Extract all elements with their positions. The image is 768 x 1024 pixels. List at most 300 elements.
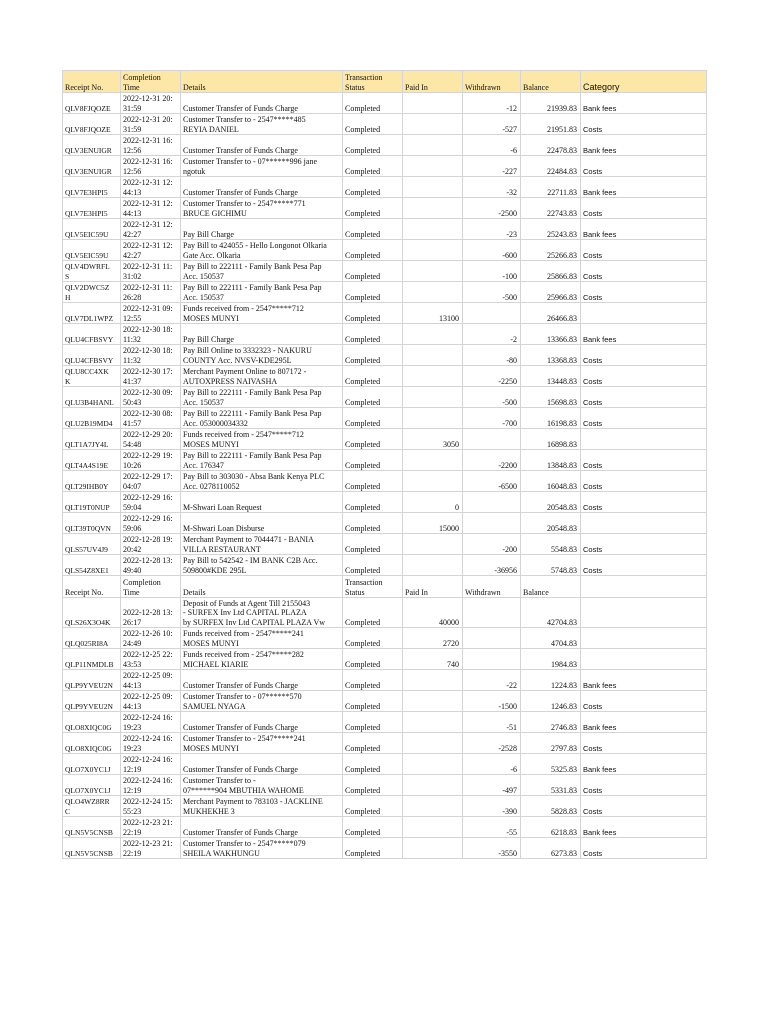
- cell-withdrawn: -2: [463, 324, 521, 345]
- cell-withdrawn: [463, 598, 521, 628]
- cell-status: Completed: [343, 817, 403, 838]
- transactions-table: [62, 70, 707, 859]
- cell-receipt: QLU2B19MD4: [63, 408, 121, 429]
- table-row: [63, 450, 707, 471]
- cell-category: Costs: [581, 471, 707, 492]
- cell-paid-in: [403, 177, 463, 198]
- cell-receipt: QLP9YVEU2N: [63, 670, 121, 691]
- table-row: [63, 240, 707, 261]
- cell-category: [581, 628, 707, 649]
- header-category: Category: [581, 71, 707, 93]
- cell-status: Completed: [343, 408, 403, 429]
- cell-balance: 5331.83: [521, 775, 581, 796]
- table-row: [63, 775, 707, 796]
- cell-details: Customer Transfer to - 2547*****771 BRUCE GICHIMU: [181, 198, 343, 219]
- cell-withdrawn: -55: [463, 817, 521, 838]
- cell-paid-in: [403, 733, 463, 754]
- cell-balance: 25243.83: [521, 219, 581, 240]
- cell-withdrawn: -200: [463, 534, 521, 555]
- table-row: [63, 534, 707, 555]
- cell-receipt: QLP9YVEU2N: [63, 691, 121, 712]
- cell-paid-in: [403, 408, 463, 429]
- cell-withdrawn: -527: [463, 114, 521, 135]
- cell-details: Customer Transfer of Funds Charge: [181, 670, 343, 691]
- table-row: [63, 261, 707, 282]
- cell-paid-in: 40000: [403, 598, 463, 628]
- cell-time: 2022-12-26 10: 24:49: [121, 628, 181, 649]
- cell-balance: 21939.83: [521, 93, 581, 114]
- table-row: [63, 93, 707, 114]
- transactions-sheet: [62, 70, 706, 859]
- table-row: [63, 733, 707, 754]
- cell-time: 2022-12-28 13: 26:17: [121, 598, 181, 628]
- cell-details: Pay Bill to 542542 - IM BANK C2B Acc. 509800#KDE 295L: [181, 555, 343, 576]
- cell-paid-in: [403, 712, 463, 733]
- cell-status: Completed: [343, 345, 403, 366]
- cell-balance: 1246.83: [521, 691, 581, 712]
- table-row: [63, 817, 707, 838]
- cell-time: 2022-12-28 13: 49:40: [121, 555, 181, 576]
- header-category: [581, 576, 707, 598]
- cell-status: Completed: [343, 649, 403, 670]
- cell-receipt: QLS54Z8XE1: [63, 555, 121, 576]
- cell-status: Completed: [343, 219, 403, 240]
- cell-receipt: QLS26X3O4K: [63, 598, 121, 628]
- cell-time: 2022-12-25 22: 43:53: [121, 649, 181, 670]
- cell-category: Costs: [581, 691, 707, 712]
- cell-balance: 5548.83: [521, 534, 581, 555]
- table-body-a: [63, 71, 707, 576]
- cell-balance: 15698.83: [521, 387, 581, 408]
- header-withdrawn: Withdrawn: [463, 576, 521, 598]
- cell-category: Bank fees: [581, 135, 707, 156]
- cell-details: Deposit of Funds at Agent Till 2155043 - SURFEX Inv Ltd CAPITAL PLAZA by SURFEX Inv Ltd CAPITAL PLAZA Vw: [181, 598, 343, 628]
- cell-status: Completed: [343, 261, 403, 282]
- cell-status: Completed: [343, 198, 403, 219]
- cell-balance: 26466.83: [521, 303, 581, 324]
- cell-withdrawn: -1500: [463, 691, 521, 712]
- cell-time: 2022-12-24 16: 19:23: [121, 733, 181, 754]
- cell-details: Customer Transfer of Funds Charge: [181, 754, 343, 775]
- cell-status: Completed: [343, 775, 403, 796]
- table-row: [63, 513, 707, 534]
- cell-withdrawn: -100: [463, 261, 521, 282]
- cell-withdrawn: -32: [463, 177, 521, 198]
- cell-receipt: QLV3ENUIGR: [63, 156, 121, 177]
- cell-withdrawn: [463, 303, 521, 324]
- cell-balance: 25966.83: [521, 282, 581, 303]
- cell-time: 2022-12-25 09: 44:13: [121, 670, 181, 691]
- cell-withdrawn: -6: [463, 135, 521, 156]
- cell-paid-in: [403, 471, 463, 492]
- table-row: [63, 838, 707, 859]
- cell-receipt: QLT29IHB0Y: [63, 471, 121, 492]
- cell-receipt: QLV5EIC59U: [63, 240, 121, 261]
- cell-withdrawn: [463, 429, 521, 450]
- cell-receipt: QLU8CC4XK K: [63, 366, 121, 387]
- cell-status: Completed: [343, 796, 403, 817]
- cell-paid-in: [403, 691, 463, 712]
- table-row: [63, 324, 707, 345]
- cell-balance: 2746.83: [521, 712, 581, 733]
- cell-status: Completed: [343, 838, 403, 859]
- table-row: [63, 219, 707, 240]
- table-row: [63, 429, 707, 450]
- cell-time: 2022-12-28 19: 20:42: [121, 534, 181, 555]
- cell-paid-in: [403, 219, 463, 240]
- cell-status: Completed: [343, 492, 403, 513]
- cell-details: Pay Bill Online to 3332323 - NAKURU COUNTY Acc. NVSV-KDE295L: [181, 345, 343, 366]
- cell-receipt: QLV7DL1WPZ: [63, 303, 121, 324]
- cell-balance: 25266.83: [521, 240, 581, 261]
- cell-category: Bank fees: [581, 219, 707, 240]
- cell-withdrawn: -2528: [463, 733, 521, 754]
- header-time: Completion Time: [121, 576, 181, 598]
- cell-status: Completed: [343, 366, 403, 387]
- cell-withdrawn: [463, 492, 521, 513]
- cell-paid-in: [403, 345, 463, 366]
- cell-paid-in: 0: [403, 492, 463, 513]
- cell-receipt: QLO8XIQC0G: [63, 712, 121, 733]
- header-paid-in: Paid In: [403, 576, 463, 598]
- cell-balance: 20548.83: [521, 513, 581, 534]
- cell-time: 2022-12-31 11: 26:28: [121, 282, 181, 303]
- cell-time: 2022-12-24 16: 12:19: [121, 775, 181, 796]
- table-row: [63, 366, 707, 387]
- cell-status: Completed: [343, 555, 403, 576]
- cell-withdrawn: -51: [463, 712, 521, 733]
- cell-balance: 1224.83: [521, 670, 581, 691]
- cell-balance: 5828.83: [521, 796, 581, 817]
- cell-category: Costs: [581, 114, 707, 135]
- cell-category: [581, 598, 707, 628]
- cell-paid-in: [403, 135, 463, 156]
- cell-time: 2022-12-31 12: 42:27: [121, 240, 181, 261]
- cell-category: Costs: [581, 534, 707, 555]
- cell-paid-in: [403, 796, 463, 817]
- cell-details: Pay Bill to 222111 - Family Bank Pesa Pap Acc. 053000034332: [181, 408, 343, 429]
- cell-paid-in: [403, 838, 463, 859]
- header-paid-in: Paid In: [403, 71, 463, 93]
- cell-category: Bank fees: [581, 177, 707, 198]
- cell-time: 2022-12-25 09: 44:13: [121, 691, 181, 712]
- cell-receipt: QLV7E3HPI5: [63, 198, 121, 219]
- cell-time: 2022-12-31 20: 31:59: [121, 114, 181, 135]
- cell-category: Costs: [581, 387, 707, 408]
- cell-balance: 25866.83: [521, 261, 581, 282]
- cell-category: [581, 649, 707, 670]
- cell-details: Customer Transfer to - 2547*****079 SHEILA WAKHUNGU: [181, 838, 343, 859]
- cell-time: 2022-12-30 09: 50:43: [121, 387, 181, 408]
- header-receipt: Receipt No.: [63, 576, 121, 598]
- cell-balance: 13448.83: [521, 366, 581, 387]
- cell-status: Completed: [343, 177, 403, 198]
- cell-paid-in: [403, 261, 463, 282]
- table-row: [63, 408, 707, 429]
- cell-category: [581, 513, 707, 534]
- cell-category: Bank fees: [581, 93, 707, 114]
- cell-withdrawn: -2250: [463, 366, 521, 387]
- cell-paid-in: [403, 198, 463, 219]
- cell-details: Customer Transfer of Funds Charge: [181, 817, 343, 838]
- cell-details: Pay Bill to 424055 - Hello Longonot Olkaria Gate Acc. Olkaria: [181, 240, 343, 261]
- cell-time: 2022-12-31 16: 12:56: [121, 156, 181, 177]
- cell-time: 2022-12-30 18: 11:32: [121, 324, 181, 345]
- cell-balance: 22743.83: [521, 198, 581, 219]
- cell-receipt: QLV5EIC59U: [63, 219, 121, 240]
- cell-balance: 13368.83: [521, 345, 581, 366]
- cell-withdrawn: -227: [463, 156, 521, 177]
- cell-receipt: QLO7X0YC1J: [63, 754, 121, 775]
- cell-balance: 42704.83: [521, 598, 581, 628]
- table-row: [63, 754, 707, 775]
- cell-paid-in: [403, 670, 463, 691]
- cell-withdrawn: -600: [463, 240, 521, 261]
- cell-paid-in: [403, 555, 463, 576]
- cell-status: Completed: [343, 429, 403, 450]
- cell-details: Customer Transfer to - 07******904 MBUTHIA WAHOME: [181, 775, 343, 796]
- cell-receipt: QLV7E3HPI5: [63, 177, 121, 198]
- cell-receipt: QLU4CFBSVY: [63, 324, 121, 345]
- cell-receipt: QLT19T0NUP: [63, 492, 121, 513]
- cell-receipt: QLO4WZ8RR C: [63, 796, 121, 817]
- cell-status: Completed: [343, 628, 403, 649]
- cell-status: Completed: [343, 670, 403, 691]
- cell-category: Costs: [581, 156, 707, 177]
- header-receipt: Receipt No.: [63, 71, 121, 93]
- cell-time: 2022-12-29 16: 59:06: [121, 513, 181, 534]
- cell-receipt: QLU3B4HANL: [63, 387, 121, 408]
- table-row: [63, 135, 707, 156]
- cell-category: Bank fees: [581, 817, 707, 838]
- cell-category: Costs: [581, 198, 707, 219]
- cell-receipt: QLT1A7JY4L: [63, 429, 121, 450]
- cell-status: Completed: [343, 471, 403, 492]
- cell-details: Merchant Payment Online to 807172 - AUTOXPRESS NAIVASHA: [181, 366, 343, 387]
- header-details: Details: [181, 576, 343, 598]
- cell-receipt: QLN5V5CNSB: [63, 817, 121, 838]
- cell-paid-in: [403, 387, 463, 408]
- cell-paid-in: 2720: [403, 628, 463, 649]
- cell-withdrawn: -12: [463, 93, 521, 114]
- cell-time: 2022-12-29 19: 10:26: [121, 450, 181, 471]
- cell-time: 2022-12-24 15: 55:23: [121, 796, 181, 817]
- cell-balance: 16198.83: [521, 408, 581, 429]
- cell-time: 2022-12-30 17: 41:37: [121, 366, 181, 387]
- cell-category: Bank fees: [581, 754, 707, 775]
- table-row: [63, 691, 707, 712]
- cell-details: Pay Bill to 222111 - Family Bank Pesa Pap Acc. 176347: [181, 450, 343, 471]
- cell-category: Costs: [581, 345, 707, 366]
- cell-receipt: QLN5V5CNSB: [63, 838, 121, 859]
- cell-balance: 13366.83: [521, 324, 581, 345]
- cell-balance: 2797.83: [521, 733, 581, 754]
- table-row: [63, 796, 707, 817]
- cell-details: Customer Transfer to - 2547*****485 REYIA DANIEL: [181, 114, 343, 135]
- cell-receipt: QLQ025RI8A: [63, 628, 121, 649]
- header-balance: Balance: [521, 576, 581, 598]
- cell-balance: 16898.83: [521, 429, 581, 450]
- cell-category: Costs: [581, 261, 707, 282]
- cell-category: Costs: [581, 838, 707, 859]
- cell-paid-in: 740: [403, 649, 463, 670]
- cell-details: Customer Transfer to - 07******996 jane ngotuk: [181, 156, 343, 177]
- cell-category: [581, 429, 707, 450]
- table-row: [63, 156, 707, 177]
- table-row: [63, 282, 707, 303]
- cell-details: Customer Transfer of Funds Charge: [181, 135, 343, 156]
- cell-withdrawn: [463, 513, 521, 534]
- table-row: [63, 471, 707, 492]
- table-row: [63, 492, 707, 513]
- cell-status: Completed: [343, 598, 403, 628]
- cell-status: Completed: [343, 240, 403, 261]
- cell-withdrawn: -500: [463, 282, 521, 303]
- table-row: [63, 303, 707, 324]
- cell-category: Costs: [581, 796, 707, 817]
- cell-withdrawn: [463, 628, 521, 649]
- cell-time: 2022-12-31 12: 42:27: [121, 219, 181, 240]
- cell-status: Completed: [343, 754, 403, 775]
- cell-balance: 16048.83: [521, 471, 581, 492]
- table-row: [63, 387, 707, 408]
- cell-category: Costs: [581, 282, 707, 303]
- header-time: Completion Time: [121, 71, 181, 93]
- cell-paid-in: [403, 366, 463, 387]
- cell-receipt: QLT39T0QVN: [63, 513, 121, 534]
- cell-balance: 22711.83: [521, 177, 581, 198]
- cell-category: Costs: [581, 366, 707, 387]
- repeat-header-row: [63, 576, 707, 598]
- cell-details: Funds received from - 2547*****712 MOSES MUNYI: [181, 429, 343, 450]
- cell-balance: 1984.83: [521, 649, 581, 670]
- cell-time: 2022-12-31 12: 44:13: [121, 177, 181, 198]
- cell-details: Customer Transfer of Funds Charge: [181, 177, 343, 198]
- cell-details: Funds received from - 2547*****712 MOSES MUNYI: [181, 303, 343, 324]
- header-status: Transaction Status: [343, 71, 403, 93]
- cell-paid-in: [403, 282, 463, 303]
- cell-status: Completed: [343, 93, 403, 114]
- cell-category: Costs: [581, 450, 707, 471]
- cell-details: Pay Bill Charge: [181, 324, 343, 345]
- cell-time: 2022-12-31 16: 12:56: [121, 135, 181, 156]
- cell-receipt: QLP11NMDLB: [63, 649, 121, 670]
- cell-category: [581, 303, 707, 324]
- cell-time: 2022-12-30 08: 41:57: [121, 408, 181, 429]
- cell-status: Completed: [343, 733, 403, 754]
- header-details: Details: [181, 71, 343, 93]
- table-row: [63, 628, 707, 649]
- cell-details: Funds received from - 2547*****241 MOSES MUNYI: [181, 628, 343, 649]
- cell-details: Pay Bill to 303030 - Absa Bank Kenya PLC Acc. 0278110052: [181, 471, 343, 492]
- cell-balance: 21951.83: [521, 114, 581, 135]
- cell-withdrawn: -2200: [463, 450, 521, 471]
- table-row: [63, 345, 707, 366]
- cell-status: Completed: [343, 135, 403, 156]
- cell-time: 2022-12-23 21: 22:19: [121, 838, 181, 859]
- table-row: [63, 598, 707, 628]
- table-body-b: [63, 576, 707, 859]
- cell-category: Costs: [581, 555, 707, 576]
- cell-balance: 4704.83: [521, 628, 581, 649]
- cell-status: Completed: [343, 282, 403, 303]
- cell-time: 2022-12-24 16: 12:19: [121, 754, 181, 775]
- cell-details: Merchant Payment to 7044471 - BANIA VILLA RESTAURANT: [181, 534, 343, 555]
- cell-receipt: QLV8FJQOZE: [63, 93, 121, 114]
- table-row: [63, 712, 707, 733]
- cell-details: Customer Transfer of Funds Charge: [181, 93, 343, 114]
- cell-time: 2022-12-29 20: 54:48: [121, 429, 181, 450]
- cell-category: Bank fees: [581, 712, 707, 733]
- cell-details: Pay Bill Charge: [181, 219, 343, 240]
- cell-receipt: QLV4DWRFL S: [63, 261, 121, 282]
- cell-time: 2022-12-29 17: 04:07: [121, 471, 181, 492]
- cell-details: Customer Transfer of Funds Charge: [181, 712, 343, 733]
- cell-time: 2022-12-31 12: 44:13: [121, 198, 181, 219]
- table-row: [63, 649, 707, 670]
- table-row: [63, 670, 707, 691]
- cell-status: Completed: [343, 712, 403, 733]
- cell-details: Funds received from - 2547*****282 MICHAEL KIARIE: [181, 649, 343, 670]
- header-status: Transaction Status: [343, 576, 403, 598]
- cell-paid-in: [403, 450, 463, 471]
- cell-time: 2022-12-31 11: 31:02: [121, 261, 181, 282]
- cell-status: Completed: [343, 534, 403, 555]
- cell-paid-in: [403, 93, 463, 114]
- cell-receipt: QLV8FJQOZE: [63, 114, 121, 135]
- cell-paid-in: [403, 114, 463, 135]
- cell-withdrawn: -500: [463, 387, 521, 408]
- cell-balance: 5748.83: [521, 555, 581, 576]
- cell-withdrawn: [463, 649, 521, 670]
- cell-status: Completed: [343, 114, 403, 135]
- table-row: [63, 114, 707, 135]
- cell-time: 2022-12-30 18: 11:32: [121, 345, 181, 366]
- cell-withdrawn: -3550: [463, 838, 521, 859]
- cell-withdrawn: -2500: [463, 198, 521, 219]
- cell-paid-in: [403, 240, 463, 261]
- header-withdrawn: Withdrawn: [463, 71, 521, 93]
- cell-balance: 5325.83: [521, 754, 581, 775]
- cell-balance: 22484.83: [521, 156, 581, 177]
- cell-time: 2022-12-23 21: 22:19: [121, 817, 181, 838]
- cell-category: Costs: [581, 408, 707, 429]
- cell-balance: 13848.83: [521, 450, 581, 471]
- cell-receipt: QLV3ENUIGR: [63, 135, 121, 156]
- cell-details: Merchant Payment to 783103 - JACKLINE MUKHEKHE 3: [181, 796, 343, 817]
- cell-status: Completed: [343, 387, 403, 408]
- cell-time: 2022-12-24 16: 19:23: [121, 712, 181, 733]
- cell-withdrawn: -700: [463, 408, 521, 429]
- cell-paid-in: 15000: [403, 513, 463, 534]
- cell-category: Bank fees: [581, 324, 707, 345]
- cell-receipt: QLO8XIQC0G: [63, 733, 121, 754]
- table-row: [63, 555, 707, 576]
- cell-paid-in: [403, 817, 463, 838]
- cell-status: Completed: [343, 513, 403, 534]
- cell-withdrawn: -36956: [463, 555, 521, 576]
- cell-receipt: QLO7X0YC1J: [63, 775, 121, 796]
- cell-receipt: QLS57UV4J9: [63, 534, 121, 555]
- cell-paid-in: 13100: [403, 303, 463, 324]
- cell-paid-in: 3050: [403, 429, 463, 450]
- cell-category: Costs: [581, 240, 707, 261]
- cell-category: Costs: [581, 492, 707, 513]
- cell-balance: 6218.83: [521, 817, 581, 838]
- cell-time: 2022-12-29 16: 59:04: [121, 492, 181, 513]
- cell-withdrawn: -22: [463, 670, 521, 691]
- cell-receipt: QLU4CFBSVY: [63, 345, 121, 366]
